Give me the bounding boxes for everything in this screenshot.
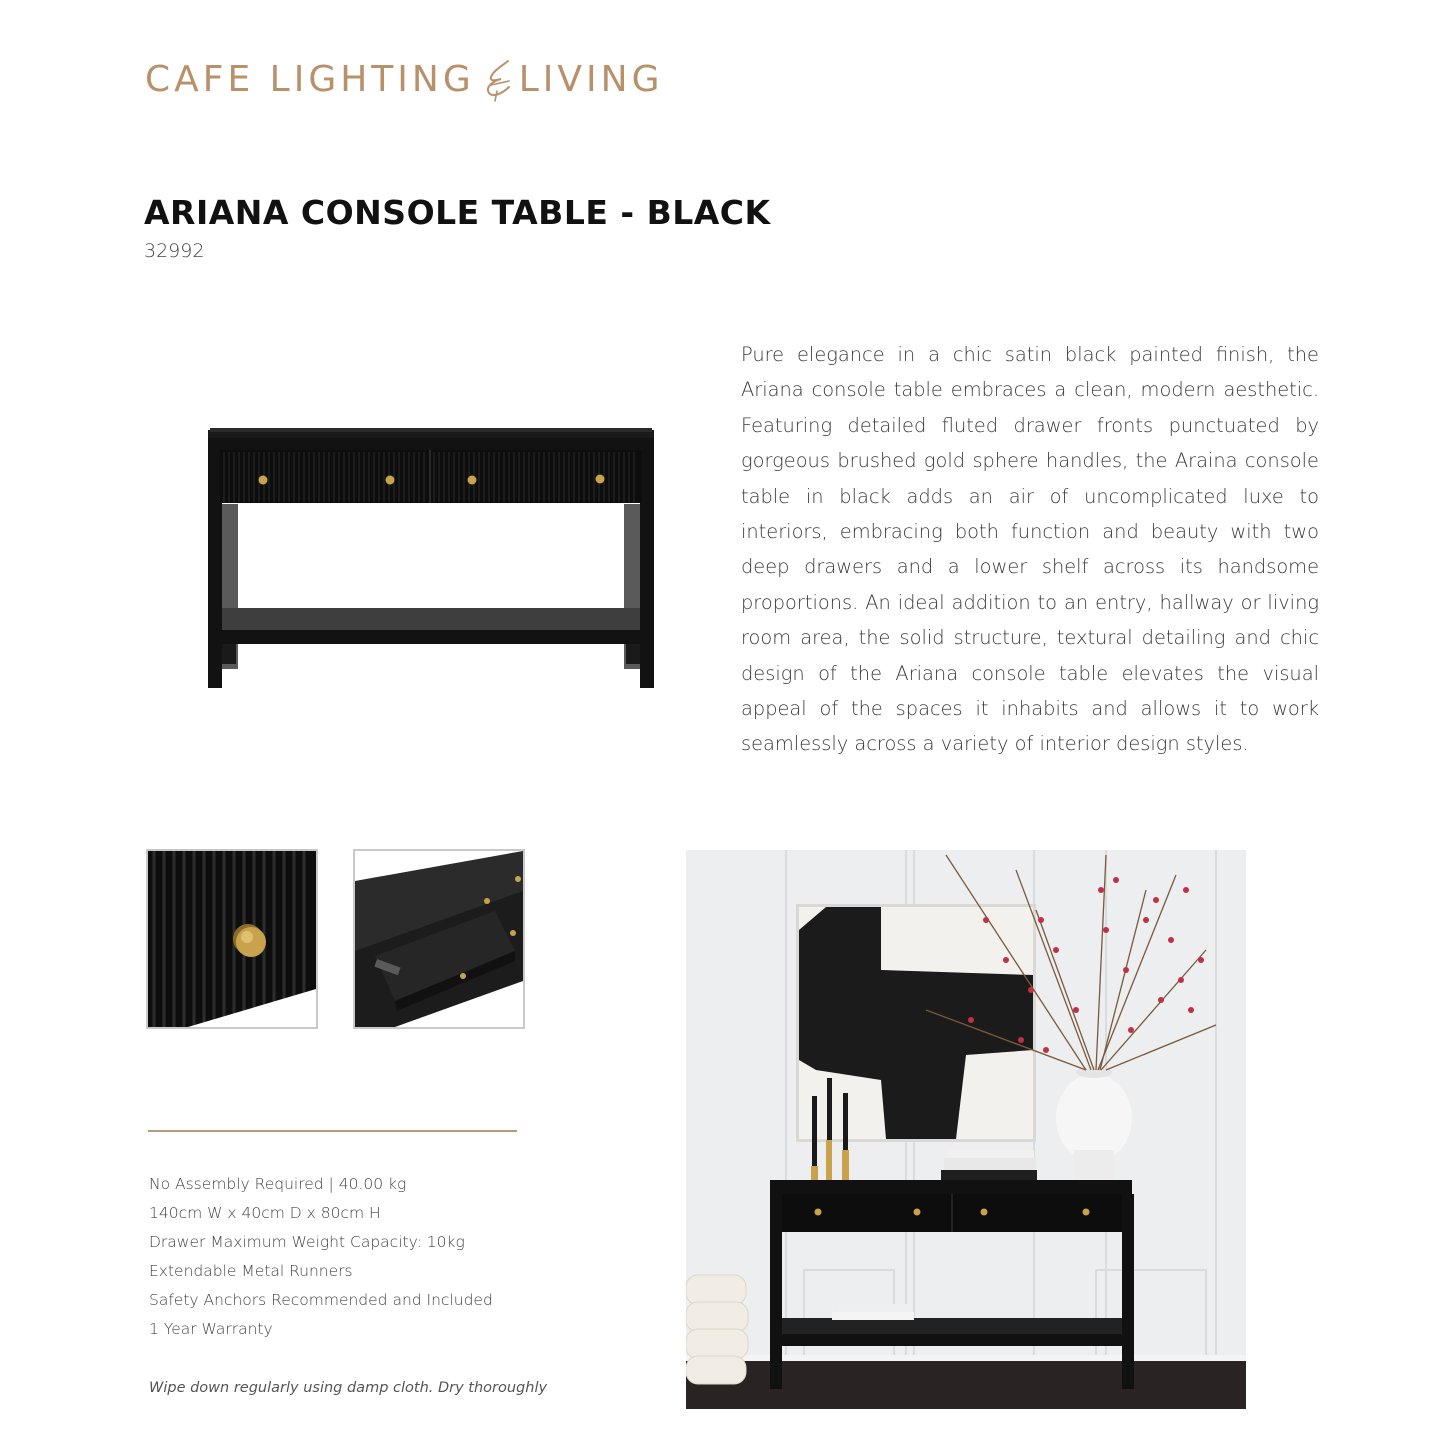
logo-text-left: CAFE LIGHTING (145, 59, 475, 100)
spec-item: Drawer Maximum Weight Capacity: 10kg (149, 1233, 465, 1251)
care-instructions: Wipe down regularly using damp cloth. Dry thoroughly (149, 1380, 548, 1396)
logo-text-right: LIVING (518, 59, 664, 100)
thumbnail-open-drawer[interactable] (353, 849, 525, 1029)
section-divider (148, 1130, 517, 1132)
brand-logo (145, 56, 663, 104)
lifestyle-image[interactable] (686, 850, 1246, 1409)
hero-product-image (196, 420, 666, 698)
product-title: ARIANA CONSOLE TABLE - BLACK (144, 193, 771, 232)
open-drawer-image (355, 851, 523, 1027)
product-sku: 32992 (144, 240, 205, 262)
spec-item: Extendable Metal Runners (149, 1262, 353, 1280)
product-description: Pure elegance in a chic satin black painted finish, the Ariana console table embraces a clean, modern aesthetic. Featuring detailed fluted drawer fronts punctuated by gorgeous brushed gold sphere handles, the Araina console table in black adds an air of uncomplicated luxe to interiors, embracing both function and beauty with two deep drawers and a lower shelf across its handsome proportions. An ideal addition to an entry, hallway or living room area, the solid structure, textural detailing and chic design of the Ariana console table elevates the visual appeal of the spaces it inhabits and allows it to work seamlessly across a variety of interior design styles. (741, 343, 1319, 756)
spec-item: Safety Anchors Recommended and Included (149, 1291, 493, 1309)
spec-item: No Assembly Required | 40.00 kg (149, 1175, 407, 1193)
styled-room-scene (686, 850, 1246, 1409)
spec-item: 1 Year Warranty (149, 1320, 273, 1338)
spec-item: 140cm W x 40cm D x 80cm H (149, 1204, 381, 1222)
ampersand-icon (479, 57, 517, 103)
thumbnail-knob-closeup[interactable] (146, 849, 318, 1029)
knob-closeup-image (148, 851, 316, 1027)
spec-list (149, 1170, 493, 1344)
